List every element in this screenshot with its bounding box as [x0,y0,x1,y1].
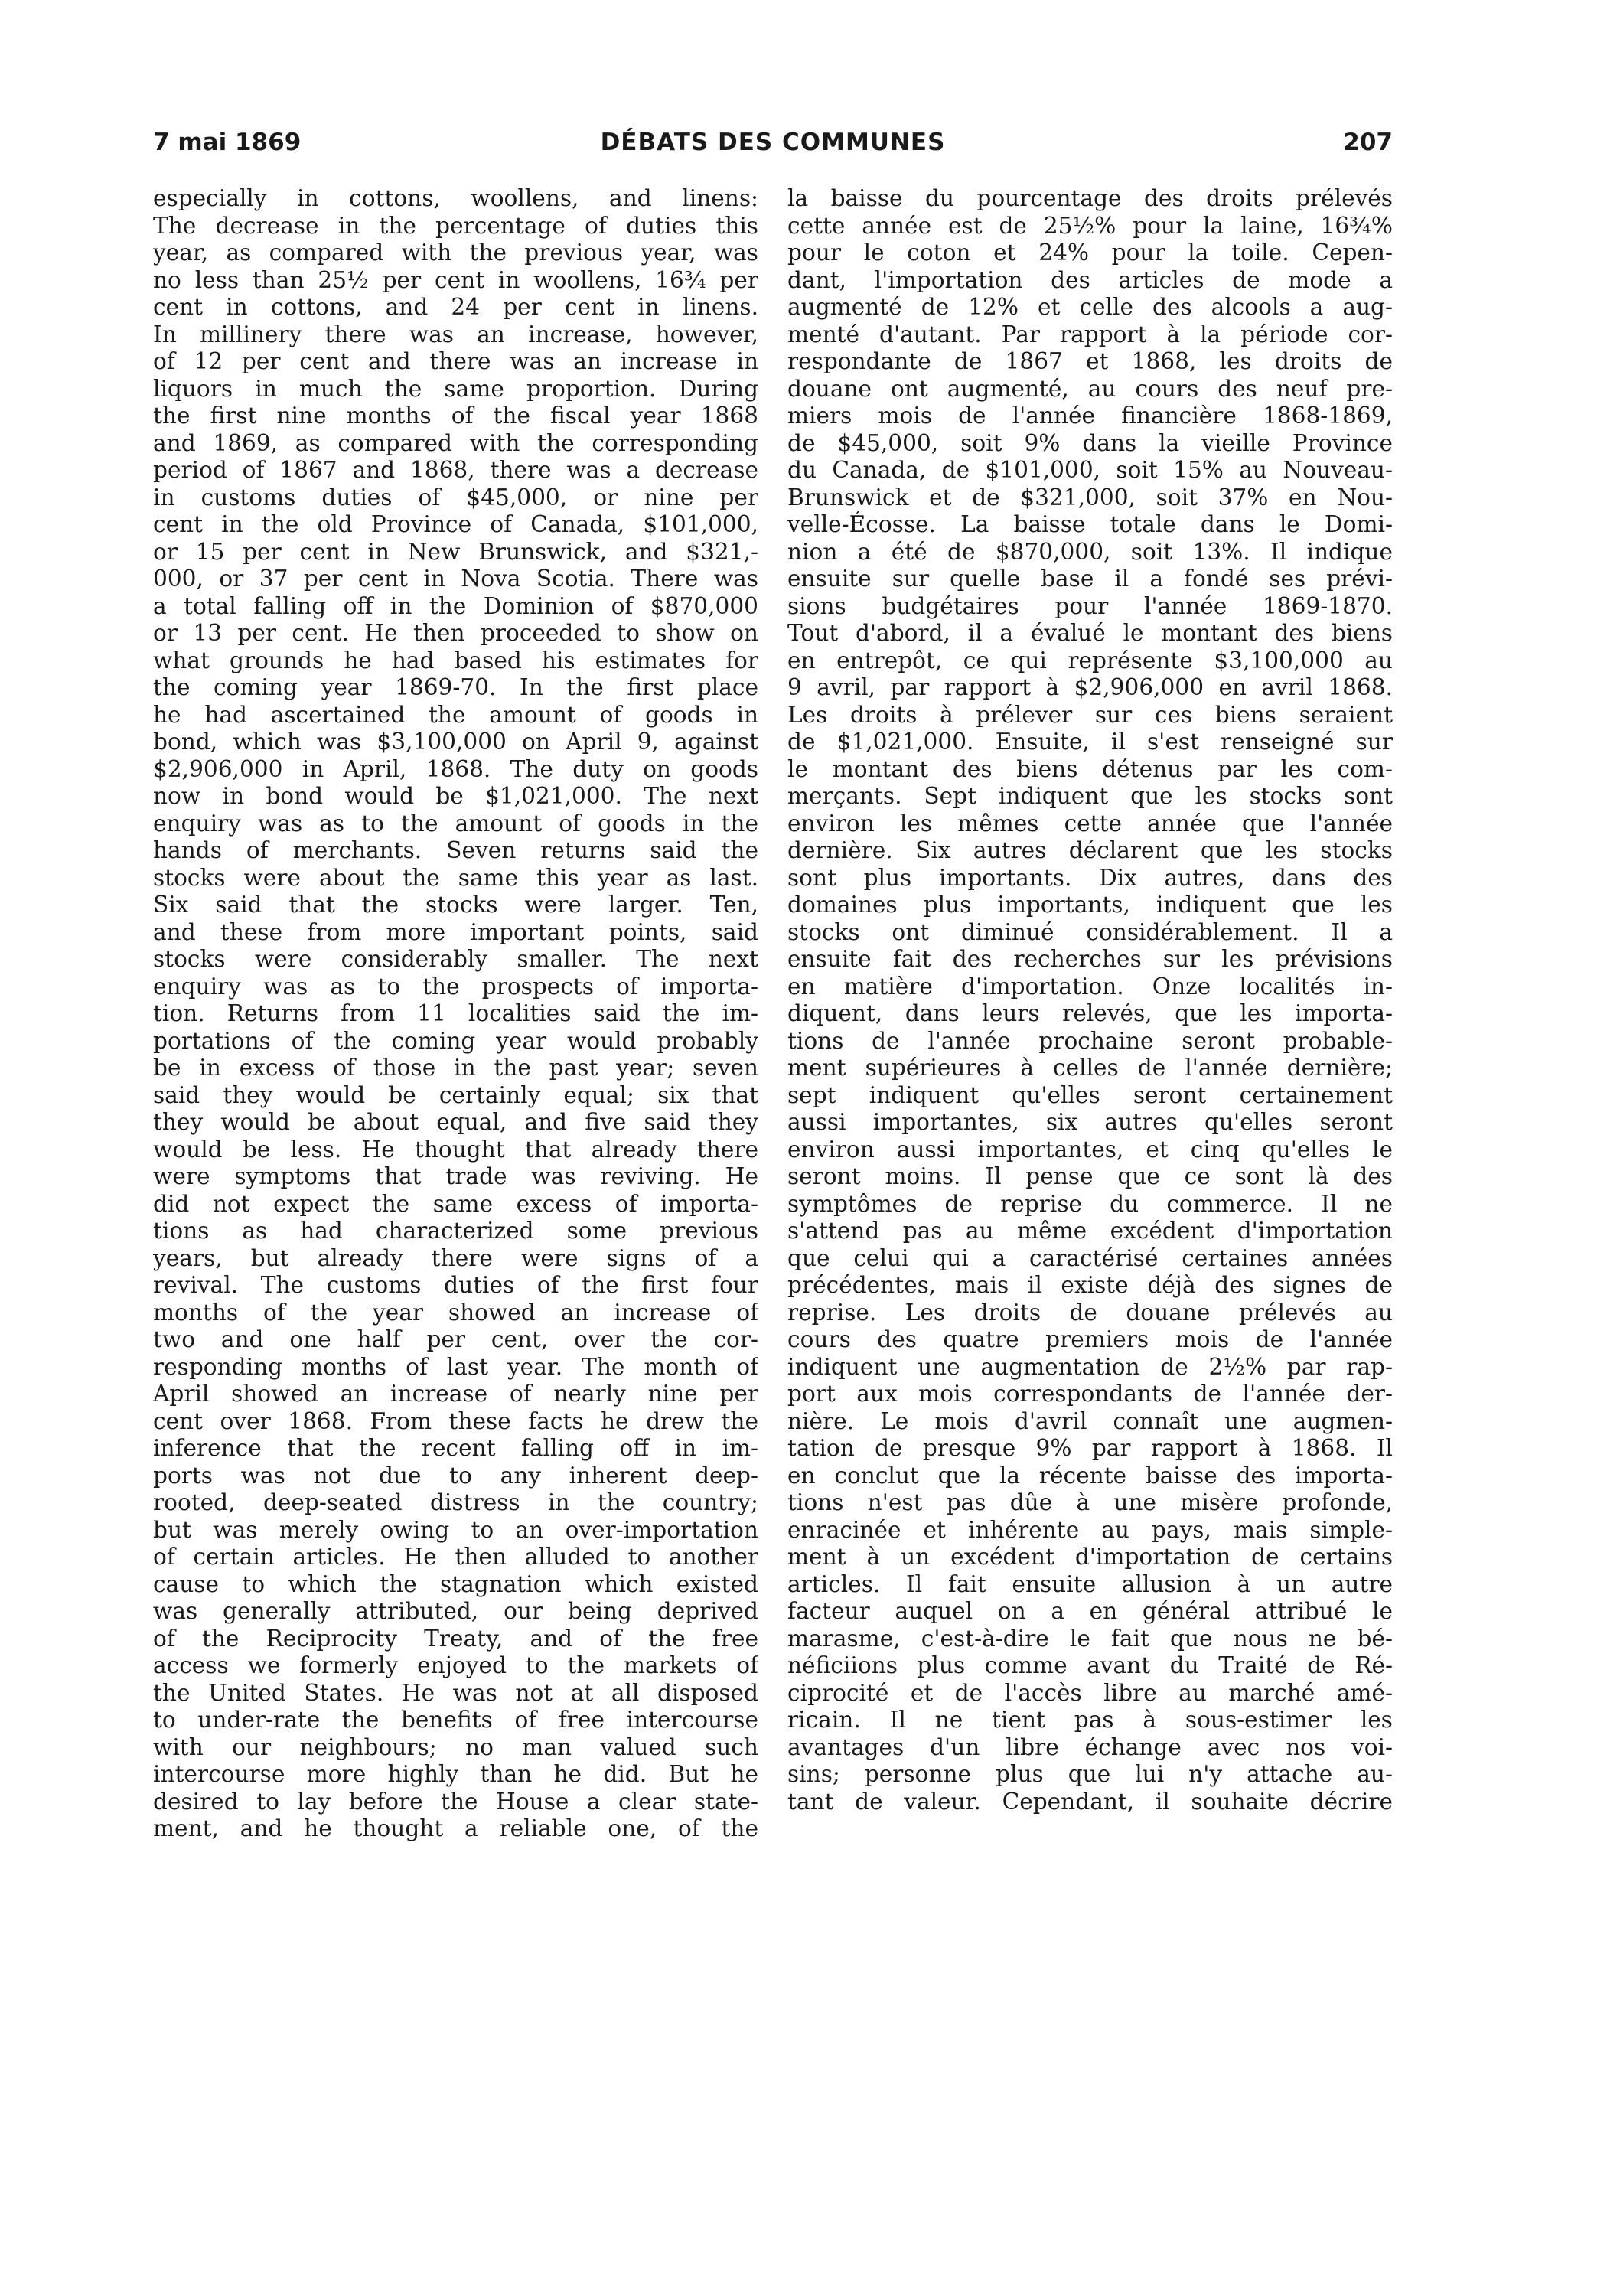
text-line: Six said that the stocks were larger. Ten, [153,892,758,918]
text-line: 9 avril, par rapport à $2,906,000 en avril 1868. [787,674,1393,700]
text-line: stocks were about the same this year as last. [153,864,758,891]
text-line: dant, l'importation des articles de mode a [787,266,1393,293]
text-line: months of the year showed an increase of [153,1299,758,1326]
text-line: cause to which the stagnation which existed [153,1570,758,1597]
text-line: would be less. He thought that already there [153,1136,758,1163]
text-line: la baisse du pourcentage des droits prélevés [787,185,1393,211]
text-line: period of 1867 and 1868, there was a decrease [153,457,758,483]
text-line: velle-Écosse. La baisse totale dans le Domi- [787,511,1393,537]
text-line: cent in the old Province of Canada, $101,000, [153,511,758,537]
header-date: 7 mai 1869 [153,129,302,156]
text-line: marasme, c'est-à-dire le fait que nous ne bé- [787,1625,1393,1652]
text-line: facteur auquel on a en général attribué le [787,1598,1393,1624]
text-line: was generally attributed, our being deprived [153,1598,758,1624]
text-line: néficiions plus comme avant du Traité de Ré- [787,1652,1393,1678]
text-line: be in excess of those in the past year; seven [153,1055,758,1081]
text-line: dernière. Six autres déclarent que les stocks [787,837,1393,863]
text-line: the first nine months of the fiscal year 1868 [153,403,758,429]
text-line: cours des quatre premiers mois de l'année [787,1326,1393,1352]
text-line: avantages d'un libre échange avec nos voi- [787,1733,1393,1760]
text-line: the United States. He was not at all disposed [153,1679,758,1706]
text-line: tion. Returns from 11 localities said the im- [153,1000,758,1026]
page-header [153,129,1393,167]
text-line: en entrepôt, ce qui représente $3,100,000 au [787,647,1393,673]
text-line: augmenté de 12% et celle des alcools a aug- [787,294,1393,320]
text-line: port aux mois correspondants de l'année der- [787,1381,1393,1407]
text-line: In millinery there was an increase, however, [153,321,758,347]
text-line: April showed an increase of nearly nine per [153,1381,758,1407]
text-line: stocks ont diminué considérablement. Il a [787,918,1393,945]
text-line: cent over 1868. From these facts he drew the [153,1407,758,1434]
text-line: miers mois de l'année financière 1868-1869, [787,403,1393,429]
text-line: ensuite sur quelle base il a fondé ses prévi- [787,566,1393,592]
text-line: nière. Le mois d'avril connaît une augmen- [787,1407,1393,1434]
text-line: responding months of last year. The month of [153,1353,758,1380]
text-line: enquiry was as to the amount of goods in the [153,810,758,837]
text-line: hands of merchants. Seven returns said the [153,837,758,863]
text-line: and 1869, as compared with the corresponding [153,429,758,456]
text-line: douane ont augmenté, au cours des neuf pre- [787,375,1393,402]
text-line: enquiry was as to the prospects of importa- [153,973,758,1000]
text-line: to under-rate the benefits of free intercourse [153,1707,758,1733]
text-line: said they would be certainly equal; six that [153,1081,758,1108]
text-line: seront moins. Il pense que ce sont là des [787,1163,1393,1189]
text-line: of certain articles. He then alluded to another [153,1544,758,1570]
text-line: tions n'est pas dûe à une misère profonde, [787,1489,1393,1515]
text-line: ricain. Il ne tient pas à sous-estimer les [787,1707,1393,1733]
text-line: or 15 per cent in New Brunswick, and $321,- [153,538,758,565]
text-line: stocks were considerably smaller. The next [153,946,758,972]
text-line: revival. The customs duties of the first four [153,1272,758,1298]
text-line: sont plus importants. Dix autres, dans des [787,864,1393,891]
text-line: they would be about equal, and five said they [153,1109,758,1135]
header-title: DÉBATS DES COMMUNES [600,129,946,156]
text-line: merçants. Sept indiquent que les stocks sont [787,783,1393,809]
text-line: rooted, deep-seated distress in the country; [153,1489,758,1515]
text-line: indiquent une augmentation de 2½% par rap- [787,1353,1393,1380]
text-line: articles. Il fait ensuite allusion à un autre [787,1570,1393,1597]
text-line: but was merely owing to an over-importation [153,1516,758,1543]
text-line: he had ascertained the amount of goods in [153,701,758,728]
english-column [153,185,758,1843]
text-line: diquent, dans leurs relevés, que les importa- [787,1000,1393,1026]
text-line: que celui qui a caractérisé certaines années [787,1244,1393,1271]
text-line: nion a été de $870,000, soit 13%. Il indique [787,538,1393,565]
text-line: cent in cottons, and 24 per cent in linens. [153,294,758,320]
text-line: du Canada, de $101,000, soit 15% au Nouveau- [787,457,1393,483]
text-line: of the Reciprocity Treaty, and of the free [153,1625,758,1652]
french-column [787,185,1393,1815]
text-line: the coming year 1869-70. In the first place [153,674,758,700]
text-line: inference that the recent falling off in im- [153,1435,758,1461]
text-line: pour le coton et 24% pour la toile. Cepen- [787,240,1393,266]
text-line: sions budgétaires pour l'année 1869-1870. [787,592,1393,619]
text-line: tions as had characterized some previous [153,1218,758,1244]
page-number: 207 [1343,129,1393,156]
text-line: s'attend pas au même excédent d'importation [787,1218,1393,1244]
text-line: cette année est de 25½% pour la laine, 16¾% [787,212,1393,239]
text-line: access we formerly enjoyed to the markets of [153,1652,758,1678]
text-line: ment à un excédent d'importation de certains [787,1544,1393,1570]
text-line: sins; personne plus que lui n'y attache au- [787,1761,1393,1787]
text-line: years, but already there were signs of a [153,1244,758,1271]
text-line: le montant des biens détenus par les com- [787,755,1393,782]
text-line: or 13 per cent. He then proceeded to show on [153,620,758,646]
text-line: précédentes, mais il existe déjà des signes de [787,1272,1393,1298]
text-line: symptômes de reprise du commerce. Il ne [787,1190,1393,1217]
text-line: portations of the coming year would probably [153,1027,758,1054]
text-line: enracinée et inhérente au pays, mais simple- [787,1516,1393,1543]
text-line: 000, or 37 per cent in Nova Scotia. There was [153,566,758,592]
text-line: Les droits à prélever sur ces biens seraient [787,701,1393,728]
text-line: en matière d'importation. Onze localités in- [787,973,1393,1000]
text-line: ment supérieures à celles de l'année dernière; [787,1055,1393,1081]
text-line: and these from more important points, said [153,918,758,945]
text-line: tant de valeur. Cependant, il souhaite décrire [787,1788,1393,1815]
text-line: environ aussi importantes, et cinq qu'elles le [787,1136,1393,1163]
text-line: respondante de 1867 et 1868, les droits de [787,348,1393,374]
text-line: environ les mêmes cette année que l'année [787,810,1393,837]
text-line: ports was not due to any inherent deep- [153,1462,758,1489]
text-line: now in bond would be $1,021,000. The next [153,783,758,809]
text-line: ensuite fait des recherches sur les prévisions [787,946,1393,972]
text-line: two and one half per cent, over the cor- [153,1326,758,1352]
text-line: sept indiquent qu'elles seront certainement [787,1081,1393,1108]
text-line: Tout d'abord, il a évalué le montant des biens [787,620,1393,646]
text-line: de $1,021,000. Ensuite, il s'est renseigné sur [787,729,1393,755]
text-line: a total falling off in the Dominion of $870,000 [153,592,758,619]
text-line: $2,906,000 in April, 1868. The duty on goods [153,755,758,782]
text-line: bond, which was $3,100,000 on April 9, against [153,729,758,755]
text-line: did not expect the same excess of importa- [153,1190,758,1217]
text-line: intercourse more highly than he did. But he [153,1761,758,1787]
text-line: ment, and he thought a reliable one, of the [153,1815,758,1841]
text-line: aussi importantes, six autres qu'elles seront [787,1109,1393,1135]
text-line: of 12 per cent and there was an increase in [153,348,758,374]
text-line: reprise. Les droits de douane prélevés au [787,1299,1393,1326]
text-line: Brunswick et de $321,000, soit 37% en Nou- [787,484,1393,510]
text-line: with our neighbours; no man valued such [153,1733,758,1760]
text-line: liquors in much the same proportion. During [153,375,758,402]
text-line: year, as compared with the previous year, was [153,240,758,266]
text-line: especially in cottons, woollens, and linens: [153,185,758,211]
text-line: tation de presque 9% par rapport à 1868. Il [787,1435,1393,1461]
text-line: were symptoms that trade was reviving. He [153,1163,758,1189]
text-line: no less than 25½ per cent in woollens, 16¾ per [153,266,758,293]
text-line: ciprocité et de l'accès libre au marché amé- [787,1679,1393,1706]
text-line: domaines plus importants, indiquent que les [787,892,1393,918]
text-line: desired to lay before the House a clear state- [153,1788,758,1815]
text-line: in customs duties of $45,000, or nine per [153,484,758,510]
text-line: what grounds he had based his estimates for [153,647,758,673]
text-line: de $45,000, soit 9% dans la vieille Province [787,429,1393,456]
text-line: The decrease in the percentage of duties this [153,212,758,239]
text-line: en conclut que la récente baisse des importa- [787,1462,1393,1489]
text-line: tions de l'année prochaine seront probable- [787,1027,1393,1054]
text-line: menté d'autant. Par rapport à la période cor- [787,321,1393,347]
